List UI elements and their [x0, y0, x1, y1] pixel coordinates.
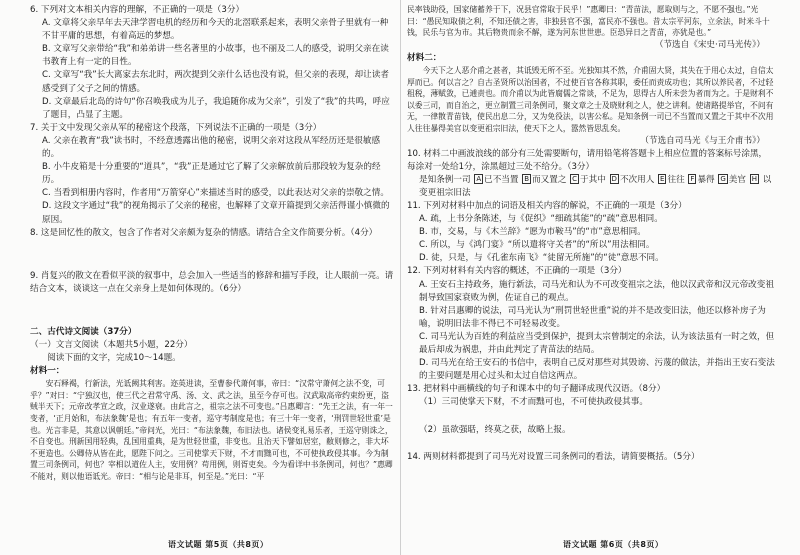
break-box-h[interactable]: H — [751, 174, 757, 183]
answer-space-q13-2 — [407, 437, 775, 451]
break-box-e[interactable]: E — [660, 174, 665, 183]
q10-line-start: 是知条例一司 — [419, 174, 471, 185]
break-box-g[interactable]: G — [720, 174, 726, 183]
q13-sentence-2: （2）虽欲强聒，终莫之获，故略上报。 — [419, 424, 571, 435]
question-7-stem: 7. 关于文中发现父亲从军的秘密这个段落，下列说法不正确的一项是（3分） — [30, 122, 322, 133]
question-6-stem: 6. 下列对文本相关内容的理解，不正确的一项是（3分） — [30, 5, 245, 15]
question-10-stem: 10. 材料二中画波浪线的部分有三处需要断句，请用铅笔将答题卡上相应位置的答案标号涂黑，每涂对一处给1分，涂黑超过三处不给分。（3分） — [407, 148, 768, 172]
material-2-text: 今天下之人恶介甫之甚者，其诋毁无所不至。光独知其不然，介甫固大贤，其失在于用心太过，自信太厚而已。何以言之？自古圣贤所以治国者，不过使百官各称其职，委任而责成功也；其所以养民者，不过轻租税，薄赋敛，已逋责也。而介甫以为此皆腐儒之常谈，不足为，思得古人所未尝为者而为之。于是财利不以委三司，而自治之，更立制置三司条例司，聚文章之士及晓财利之人，使之讲利。使诸路提举官，不问有无，一律散青苗钱，使民出息二分，又为免役法，以害公私。是知条例一司已不当置而又置之于其中不次用人往往暴得美官以变更祖宗旧法，使天下之人，嚣然皆思乱矣。 — [407, 65, 774, 133]
q7-option-c: C. 当看到相册内容时，作者用“万箭穿心”来描述当时的感受，以此表达对父亲的崇敬之情。 — [42, 188, 389, 199]
q7-option-b: B. 小牛皮箱是十分重要的“道具”，“我”正是通过它了解了父亲解放前后那段较为复杂的经历。 — [42, 162, 381, 186]
q6-option-a: A. 文章将父亲早年去天津学習电机的经历和今天的北滘联系起来，表明父亲骨子里就有一种不甘平庸的思想，有着高远的梦想。 — [42, 18, 389, 42]
question-9-stem: 9. 肖复兴的散文在看似平淡的叙事中，总会加入一些适当的修辞和描写手段，让人眼前一亮。请结合文本，谈谈这一点在父亲身上是如何体现的。（6分） — [30, 270, 394, 294]
question-13-stem: 13. 把材料中画横线的句子和课本中的句子翻译成现代汉语。（8分） — [407, 384, 666, 395]
question-8-stem — [30, 227, 395, 240]
q10-line-end: 以变更祖宗旧法 — [419, 174, 772, 198]
q13-sentence-1: （1）三司使掌天下财，不才而黜可也，不可使执政侵其事。 — [419, 397, 648, 408]
question-12-stem: 12. 下列对材料有关内容的概述，不正确的一项是（3分） — [407, 266, 627, 277]
source-1: （节选自《宋史·司马光传》） — [654, 39, 765, 50]
q12-option-d: D. 司马光在给王安石的书信中，表明自己反对那些对其毁谤、污蔑的做法，并指出王安石变法的主要问题是用心过头和太过自信这两点。 — [419, 358, 775, 382]
q11-option-a: A. 疏，上书分条陈述，与《促织》“细疏其能”的“疏”意思相同。 — [419, 214, 663, 225]
break-box-c[interactable]: C — [572, 174, 578, 183]
q12-option-c: C. 司马光认为百姓的利益应当受到保护，提到太宗曾制定的余法，认为该法虽有一时之效，但最后却成为祸患，并由此判定了青苗法的结局。 — [419, 331, 775, 356]
q8-text: 8. 这是回忆性的散文，包含了作者对父亲颇为复杂的情感。请结合全文作简要分析。 — [30, 227, 351, 238]
q11-option-b: B. 市，交易，与《木兰辞》“愿为市鞍马”的“市”意思相同。 — [419, 227, 646, 238]
answer-space-q8 — [30, 240, 395, 270]
right-page — [407, 4, 775, 464]
source-2: （节选自司马光《与王介甫书》） — [640, 135, 765, 146]
question-11-stem: 11. 下列对材料中加点的词语及相关内容的解说，不正确的一项是（3分） — [407, 201, 687, 211]
q7-option-a: A. 父亲在教育“我”读书时，不经意透露出他的秘密，说明父亲对这段从军经历还是很敏感的。 — [42, 135, 381, 160]
material-1-continued: 民率钱助役，国家储蓄养于下，况县官常取于民乎！”惠卿曰：“青苗法，愿取则与之，不愿不强也。”光曰：“愚民知取债之利，不知还债之害，非独县官不强，富民亦不强也。昔太宗平河东，立余法，时米斗十钱，民乐与官为市。其后物贵而余不解，遂为河东世世患。臣恐异日之青苗，亦犹是也。” — [407, 5, 770, 38]
material-1-label: 材料一： — [30, 366, 65, 377]
break-box-f[interactable]: F — [690, 174, 695, 183]
part-2-heading: 二、古代诗文阅读（37分） — [30, 326, 137, 337]
q11-option-d: D. 徒，只是，与《孔雀东南飞》“徒留无所施”的“徒”意思不同。 — [419, 253, 664, 264]
q11-option-c: C. 所以，与《鸿门宴》“所以遣将守关者”的“所以”用法相同。 — [419, 240, 655, 251]
break-box-a[interactable]: A — [476, 174, 482, 183]
q12-option-a: A. 王安石主持政务，施行新法，司马光和认为不可改变祖宗之法，他以汉武帝和汉元帝改变祖制导致国家衰败为例，佐证自己的观点。 — [419, 279, 774, 303]
break-box-d[interactable]: D — [611, 174, 617, 183]
q6-option-d: D. 文章最后北岛的诗句“你召唤我成为儿子，我追随你成为父亲”，引发了“我”的共鸣，呼应了题目，凸显了主题。 — [42, 96, 390, 120]
part-2-subheading: （一）文言文阅读（本题共5小题，22分） — [30, 339, 193, 350]
page-divider — [400, 0, 401, 555]
q6-option-c: C. 文章写“我”长大离家去东北时，两次提到父亲什么话也没有说，但父亲的表现，却让读者感受到了父子之间的情感。 — [42, 70, 389, 94]
q7-option-d: D. 这段文字通过“我”的视角揭示了父亲的秘密，也解释了文章开篇提到父亲活得谨小慎微的原因。 — [42, 201, 390, 225]
question-14-stem: 14. 两则材料都提到了司马光对设置三司条例司的看法，请简要概括。（5分） — [407, 451, 700, 462]
q6-option-b: B. 文章写父亲带给“我”和弟弟讲一些名著里的小故事，也不丽及二人的感受，说明父亲在读书教育上有一定的目性。 — [42, 44, 389, 68]
break-box-b[interactable]: B — [524, 174, 530, 183]
material-1-text: 安石释褐，行新法，光诋阙其利害。迩英进读，至曹参代萧何事，帝曰：“汉常守萧何之法不变，可乎？”对曰：“宁独汉也，使三代之君常守禹、汤、文、武之法，虽至今存可也。汉武取高帝约束纷更，盗贼半天下；元帝改孝宣之政，汉业遂衰。由此言之，祖宗之法不可变也。”吕惠卿言：“先王之法，有一年一变者，‘正月始和，布法象魏’是也；有五年一变者，巡守考制度是也；有三十年一变者，‘刑罚世轻世重’是也。光言非是，其意以讽朝廷。”帝问光，光曰：“布法象魏，布旧法也。诸侯变礼易乐者，王巡守则诛之，不自变也。刑新国用轻典，乱国用重典，是为世轻世重，非变也。且治天下譬如居室，敝则修之，非大坏不更造也。公卿侍从皆在此，愿陛下问之。三司使掌天下财，不才而黜可也，不可使执政侵其事。今为制置三司条例司，何也？宰相以道佐人主，安用例？苟用例，则胥吏矣。今为看详中书条例司，何也？”惠卿不能对，则以他语诋光。帝曰：“相与论是非耳，何至是。”光曰：“平 — [30, 379, 393, 481]
page-footer-left: 语文试题 第5页（共8页） — [168, 540, 269, 549]
left-page — [30, 4, 395, 483]
answer-space-q9 — [30, 296, 395, 326]
q12-option-b: B. 针对吕惠卿的说法，司马光认为“刑罚世轻世重”说的并不是改变旧法，他还以修补房子为喻，说明旧法非不得已不可轻易改变。 — [419, 305, 766, 329]
reading-instruction: 阅读下面的文字，完成10～14题。 — [47, 353, 181, 364]
q8-score: （4分） — [350, 227, 378, 238]
answer-space-q13-1 — [407, 410, 775, 424]
page-footer-right: 语文试题 第6页（共8页） — [563, 540, 664, 549]
material-2-label: 材料二： — [407, 52, 442, 63]
q10-break-line: 是知条例一司 A 已不当置 B 而又置之 C 于其中 D 不次用人 E 往往 F 暴得 G 美官 H 以变更祖宗旧法 — [419, 174, 772, 198]
